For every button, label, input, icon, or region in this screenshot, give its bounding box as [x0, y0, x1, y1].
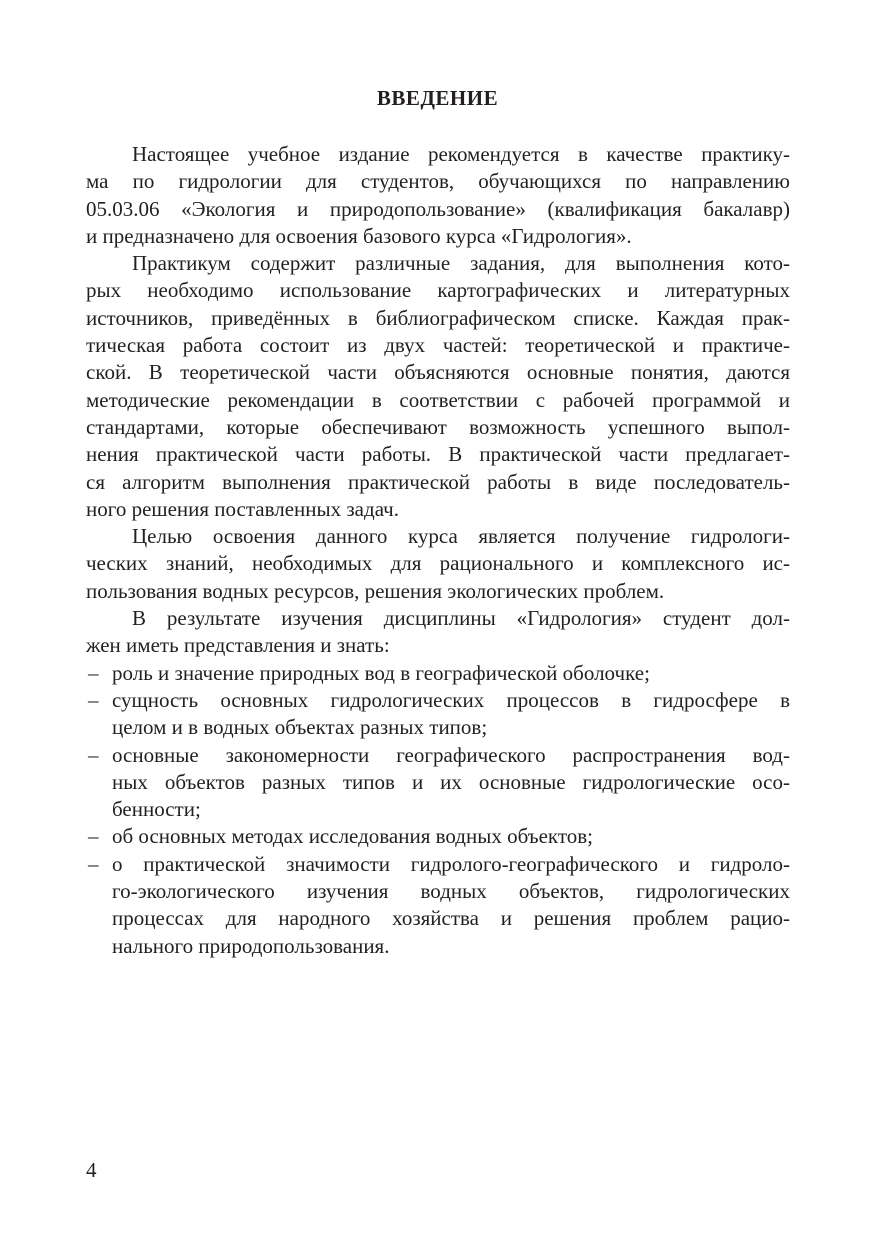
text-line: основные закономерности географического распространения вод- [112, 742, 790, 767]
text-line: о практической значимости гидролого-географического и гидроло- [112, 851, 790, 876]
text-line: бенности; [112, 797, 201, 822]
text-line: роль и значение природных вод в географической оболочке; [112, 660, 650, 685]
text-line: сущность основных гидрологических процессов в гидросфере в [112, 687, 790, 712]
list-item [86, 660, 790, 687]
body-text [86, 141, 790, 960]
dash-bullet-icon: – [88, 687, 99, 712]
text-line: ных объектов разных типов и их основные гидрологические осо- [112, 769, 790, 794]
text-line: Практикум содержит различные задания, для выполнения кото- [132, 251, 790, 276]
text-line: ской. В теоретической части объясняются основные понятия, даются [86, 360, 790, 385]
text-line: об основных методах исследования водных объектов; [112, 824, 593, 849]
list-item [86, 687, 790, 742]
text-line: и предназначено для освоения базового курса «Гидрология». [86, 223, 632, 248]
text-line: стандартами, которые обеспечивают возможность успешного выпол- [86, 414, 790, 439]
text-line: целом и в водных объектах разных типов; [112, 715, 488, 740]
page-title: ВВЕДЕНИЕ [376, 86, 499, 110]
page-number: 4 [86, 1158, 97, 1182]
text-line: 05.03.06 «Экология и природопользование» (квалификация бакалавр) [86, 196, 790, 221]
paragraph [86, 605, 790, 660]
text-line: Настоящее учебное издание рекомендуется в качестве практику- [132, 142, 790, 166]
dash-bullet-icon: – [88, 660, 99, 685]
paragraph [86, 141, 790, 250]
list-item [86, 851, 790, 960]
text-line: тическая работа состоит из двух частей: теоретической и практиче- [86, 333, 790, 358]
text-line: го-экологического изучения водных объектов, гидрологических [112, 879, 790, 904]
text-line: источников, приведённых в библиографическом списке. Каждая прак- [86, 305, 790, 330]
paragraph [86, 250, 790, 523]
text-line: нального природопользования. [112, 933, 390, 958]
text-line: жен иметь представления и знать: [86, 633, 390, 658]
list-item [86, 742, 790, 824]
dash-bullet-icon: – [88, 851, 99, 876]
text-line: процессах для народного хозяйства и решения проблем рацио- [112, 906, 790, 931]
text-line: ческих знаний, необходимых для рационального и комплексного ис- [86, 551, 790, 576]
text-line: В результате изучения дисциплины «Гидрология» студент дол- [132, 606, 790, 631]
bullet-list [86, 660, 790, 960]
text-line: пользования водных ресурсов, решения экологических проблем. [86, 578, 665, 603]
text-line: рых необходимо использование картографических и литературных [86, 278, 790, 303]
dash-bullet-icon: – [88, 742, 99, 767]
text-line: ма по гидрологии для студентов, обучающихся по направлению [86, 169, 790, 194]
text-line: нения практической части работы. В практической части предлагает- [86, 442, 790, 467]
list-item [86, 823, 790, 850]
text-line: ся алгоритм выполнения практической работы в виде последователь- [86, 469, 790, 494]
dash-bullet-icon: – [88, 824, 99, 849]
text-line: ного решения поставленных задач. [86, 496, 399, 521]
text-line: Целью освоения данного курса является получение гидрологи- [132, 524, 790, 549]
text-line: методические рекомендации в соответствии с рабочей программой и [86, 387, 790, 412]
paragraph [86, 523, 790, 605]
